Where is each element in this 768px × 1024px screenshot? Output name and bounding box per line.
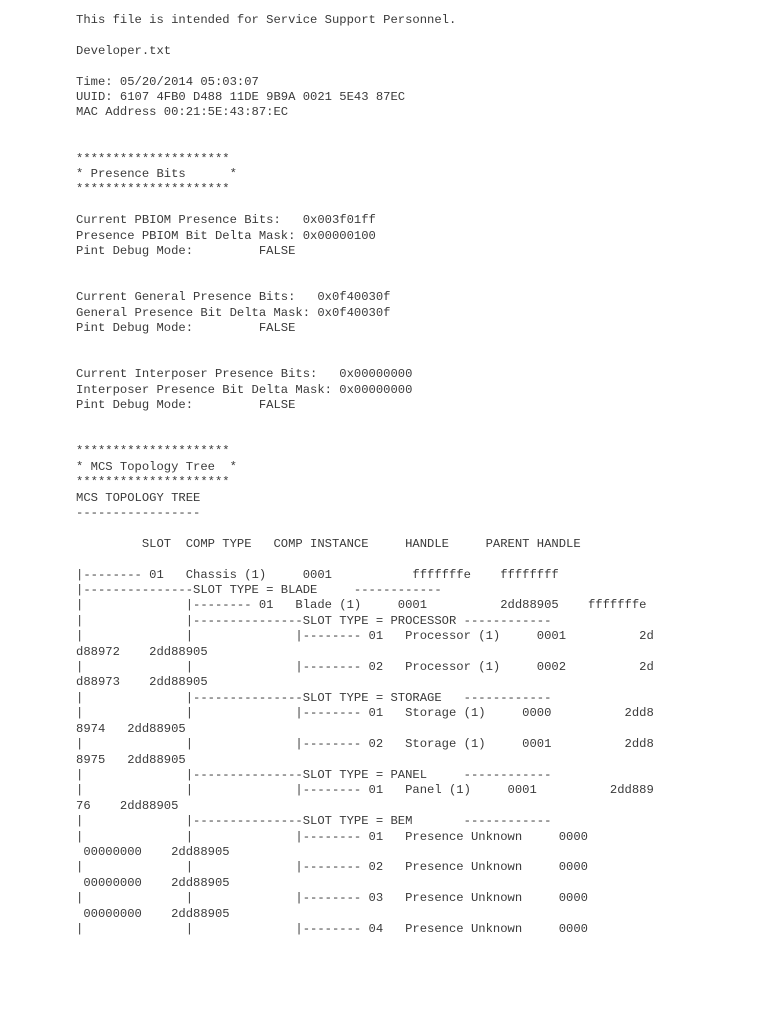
developer-log-text: This file is intended for Service Support Personnel. Developer.txt Time: 05/20/2014 05:03:07 UUID: 6107 4FB0 D488 11DE 9B9A 0021 5E43 87EC MAC Address 00:21:5E:43:87:EC ********************* * Presence Bits * ********************* Current PBIOM Presence Bits: 0x003f01ff Presence PBIOM Bit Delta Mask: 0x00000100 Pint Debug Mode: FALSE Current General Presence Bits: 0x0f40030f General Presence Bit Delta Mask: 0x0f40030f Pint Debug Mode: FALSE Current Interposer Presence Bits: 0x00000000 Interposer Presence Bit Delta Mask: 0x00000000 Pint Debug Mode: FALSE ********************* * MCS Topology Tree * ********************* MCS TOPOLOGY TREE ----------------- SLOT COMP TYPE COMP INSTANCE HANDLE PARENT HANDLE |-------- 01 Chassis (1) 0001 fffffffe ffffffff |---------------SLOT TYPE = BLADE ------------ | |-------- 01 Blade (1) 0001 2dd88905 fffffffe | |---------------SLOT TYPE = PROCESSOR ------------ | | |-------- 01 Processor (1) 0001 2d d88972 2dd88905 | | |-------- 02 Processor (1) 0002 2d d88973 2dd88905 | |---------------SLOT TYPE = STORAGE ------------ | | |-------- 01 Storage (1) 0000 2dd8 8974 2dd88905 | | |-------- 02 Storage (1) 0001 2dd8 8975 2dd88905 | |---------------SLOT TYPE = PANEL ------------ | | |-------- 01 Panel (1) 0001 2dd889 76 2dd88905 | |---------------SLOT TYPE = BEM ------------ | | |-------- 01 Presence Unknown 0000 00000000 2dd88905 | | |-------- 02 Presence Unknown 0000 00000000 2dd88905 | | |-------- 03 Presence Unknown 0000 00000000 2dd88905 | | |-------- 04 Presence Unknown 0000	[76, 13, 654, 936]
